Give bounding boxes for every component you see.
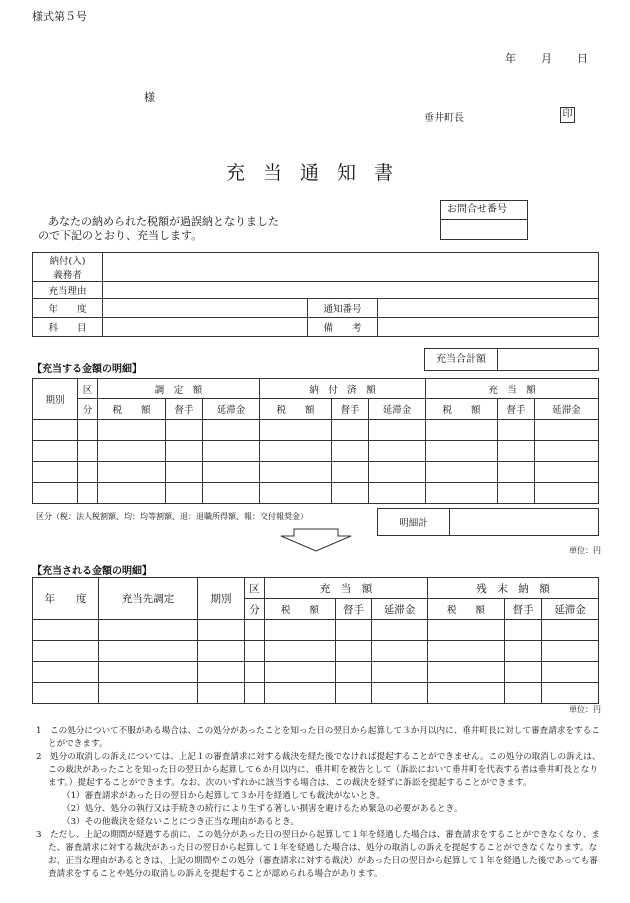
table-row <box>33 620 599 641</box>
note-3: 3 ただし、上記の期間が経過する前に、この処分があった日の翌日から起算して１年を経過した場合は、審査請求をすることができなくなり、また、審査請求に対する裁決があった日の翌日から起算して１年を経過した場合は、処分の取消しの訴えを提起することができなくなります。なお、正当な理由があるときは、上記の期間やこの処分（審査請求に対する裁決）があった日の翌日から起算して１年を経過した後であっても審査請求をすることや処分の取消しの訴えを提起することが認められる場合があります。 <box>36 830 600 879</box>
period-header: 期別 <box>198 578 245 620</box>
sub-header-tax: 税 額 <box>98 399 166 420</box>
subject-label: 科 目 <box>33 318 103 337</box>
table-row <box>33 420 599 441</box>
sub-header-late: 延滞金 <box>542 599 599 620</box>
table-row <box>33 641 599 662</box>
sub-header-fee: 督手 <box>505 599 542 620</box>
sub-header-late: 延滞金 <box>535 399 599 420</box>
payer-value <box>103 253 599 282</box>
subject-value <box>103 318 308 337</box>
note-2-1: （1）審査請求があった日の翌日から起算して３か月を経過しても裁決がないとき。 <box>62 791 386 801</box>
division-header-2: 分 <box>78 399 98 420</box>
table-row <box>33 483 599 504</box>
section1-title: 【充当する金額の明細】 <box>32 364 142 375</box>
group-header-assessed: 調 定 額 <box>98 379 260 399</box>
sub-header-tax: 税 額 <box>428 599 505 620</box>
total-label: 充当合計額 <box>425 349 498 370</box>
division-legend: 区分（税：法人税割額、均：均等割額、退：退職所得額、報：交付報奨金） <box>36 512 308 521</box>
payer-label-1: 納付(入) <box>49 256 86 267</box>
reason-label: 充当理由 <box>33 282 103 299</box>
sub-header-tax: 税 額 <box>426 399 498 420</box>
remarks-value <box>378 318 599 337</box>
table-row <box>33 441 599 462</box>
sub-header-tax: 税 額 <box>265 599 336 620</box>
seal-box: 印 <box>560 107 575 123</box>
section2-title: 【充当される金額の明細】 <box>32 566 152 577</box>
notice-number-value <box>378 299 599 318</box>
info-table <box>32 252 599 337</box>
sub-header-fee: 督手 <box>498 399 535 420</box>
subtotal-table <box>377 508 599 536</box>
table-row <box>33 683 599 704</box>
date-year: 年 <box>505 52 516 65</box>
date-month: 月 <box>541 52 552 65</box>
year-header: 年 度 <box>33 578 99 620</box>
year-label: 年 度 <box>33 299 103 318</box>
division-header-1: 区 <box>245 578 265 599</box>
inquiry-box <box>440 200 528 240</box>
reason-value <box>103 282 599 299</box>
group-header-remaining: 残 末 納 額 <box>428 578 599 599</box>
remarks-label: 備 考 <box>308 318 378 337</box>
intro-line2: ので下記のとおり、充当します。 <box>38 229 203 242</box>
total-value <box>498 349 598 370</box>
year-value <box>103 299 308 318</box>
detail-table-2 <box>32 577 599 704</box>
note-2-2: （2）処分、処分の執行又は手続きの続行により生ずる著しい損害を避けるため緊急の必要があるとき。 <box>62 804 463 814</box>
form-number: 様式第５号 <box>32 10 87 23</box>
down-arrow-icon <box>280 528 352 552</box>
payer-label-cell <box>33 253 103 282</box>
unit-label-2: 単位：円 <box>569 705 601 714</box>
subtotal-value <box>450 509 599 536</box>
table-row <box>33 662 599 683</box>
payer-label-2: 義務者 <box>53 270 82 281</box>
group-header-applied: 充 当 額 <box>426 379 599 399</box>
group-header-paid: 納 付 済 額 <box>260 379 426 399</box>
target-header: 充当先調定 <box>99 578 198 620</box>
intro-line1: あなたの納められた税額が過誤納となりました <box>48 215 279 228</box>
division-header-1: 区 <box>78 379 98 399</box>
note-1: 1 この処分について不服がある場合は、この処分があったことを知った日の翌日から起算して３か月以内に、垂井町長に対して審査請求をすることができます。 <box>36 726 600 749</box>
sub-header-late: 延滞金 <box>372 599 428 620</box>
sub-header-late: 延滞金 <box>369 399 426 420</box>
division-header-2: 分 <box>245 599 265 620</box>
issuer: 垂井町長 <box>424 113 464 124</box>
total-box <box>424 348 599 371</box>
unit-label-1: 単位：円 <box>569 546 601 555</box>
date-day: 日 <box>577 52 588 65</box>
period-header: 期別 <box>33 379 78 420</box>
table-row <box>33 462 599 483</box>
page-title: 充当通知書 <box>226 162 412 184</box>
notice-number-label: 通知番号 <box>308 299 378 318</box>
sub-header-fee: 督手 <box>166 399 203 420</box>
sub-header-late: 延滞金 <box>203 399 260 420</box>
subtotal-label: 明細計 <box>378 509 450 536</box>
group-header-applied: 充 当 額 <box>265 578 428 599</box>
notes <box>36 725 604 881</box>
inquiry-label: お問合せ番号 <box>441 201 527 220</box>
addressee-suffix: 様 <box>144 91 155 104</box>
sub-header-fee: 督手 <box>336 599 372 620</box>
detail-table-1 <box>32 378 599 504</box>
note-2-3: （3）その他裁決を経ないことにつき正当な理由があるとき。 <box>62 817 299 827</box>
sub-header-fee: 督手 <box>332 399 369 420</box>
note-2: 2 処分の取消しの訴えについては、上記１の審査請求に対する裁決を経た後でなければ提起することができません。この処分の取消しの訴えは、この裁決があったことを知った日の翌日から起算して６か月以内に、垂井町を被告として（訴訟において垂井町を代表する者は垂井町長となります。）提起することができます。なお、次のいずれかに該当する場合は、この裁決を経ずに訴訟を提起することができます。 <box>36 752 601 788</box>
sub-header-tax: 税 額 <box>260 399 332 420</box>
